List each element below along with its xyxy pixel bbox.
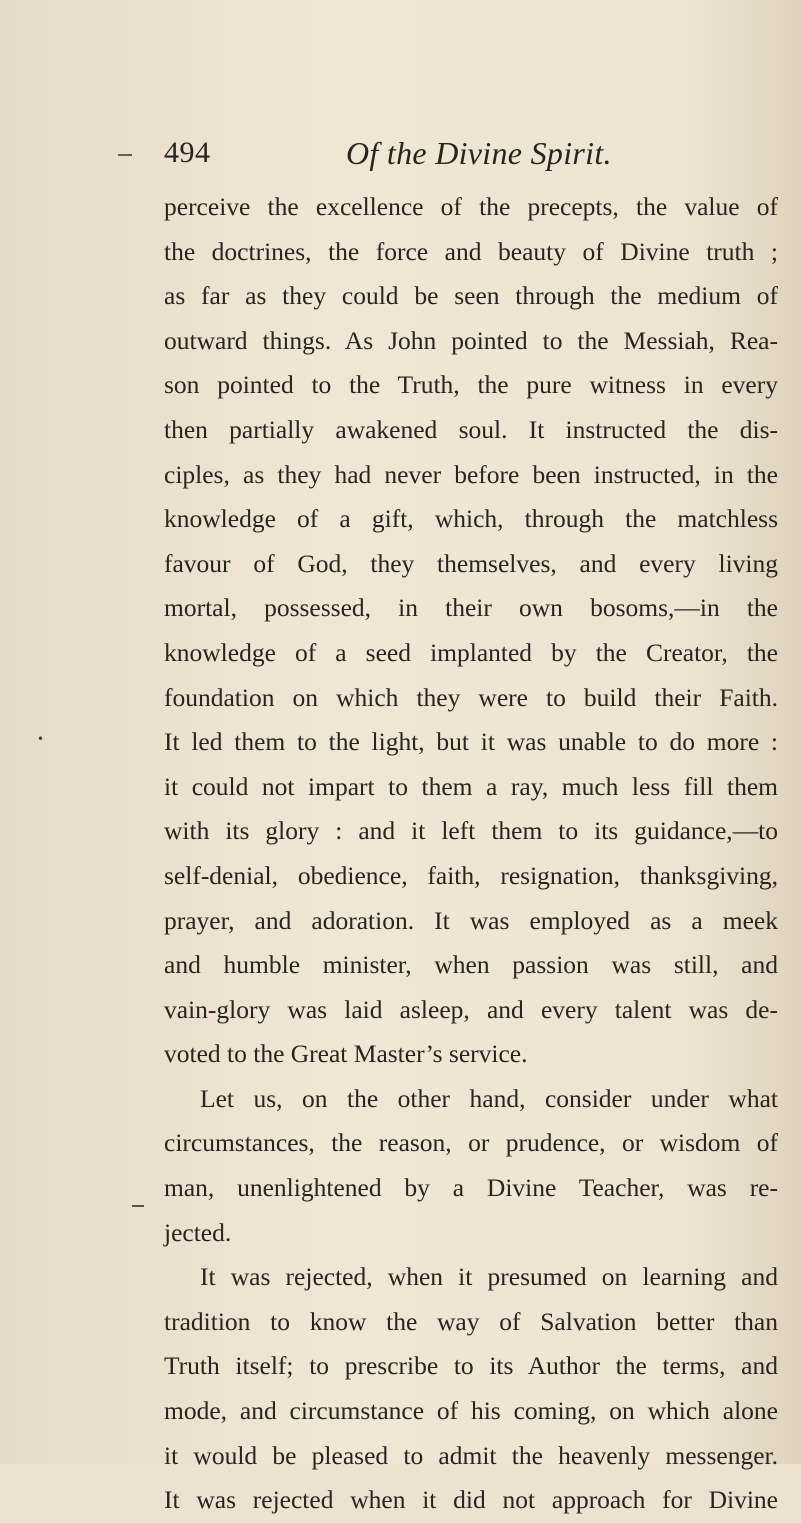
text-line: self-denial, obedience, faith, resignation, thanksgiving, [164,860,778,890]
text-line: Truth itself; to prescribe to its Author the terms, and [164,1351,778,1381]
text-line: ciples, as they had never before been instructed, in the [164,459,778,489]
text-line: son pointed to the Truth, the pure witness in every [164,370,778,400]
text-line: mortal, possessed, in their own bosoms,—in the [164,593,778,623]
text-line: it would be pleased to admit the heavenly messenger. [164,1440,778,1470]
margin-speck: • [38,732,43,747]
text-line: favour of God, they themselves, and every living [164,548,778,578]
text-line: then partially awakened soul. It instructed the dis- [164,414,778,444]
text-line-paragraph-start: It was rejected, when it presumed on learning and [200,1262,778,1292]
text-line: foundation on which they were to build their Faith. [164,682,778,712]
page-number: 494 [164,136,211,169]
text-line: knowledge of a gift, which, through the matchless [164,504,778,534]
text-line: as far as they could be seen through the medium of [164,281,778,311]
body-text [164,185,778,1523]
text-line: perceive the excellence of the precepts, the value of [164,192,778,221]
text-line: man, unenlightened by a Divine Teacher, was re- [164,1173,778,1203]
text-line: vain-glory was laid asleep, and every talent was de- [164,994,778,1024]
text-line: outward things. As John pointed to the Messiah, Rea- [164,325,778,355]
text-line-paragraph-start: Let us, on the other hand, consider under what [200,1083,778,1113]
text-line: with its glory : and it left them to its guidance,—to [164,816,778,846]
margin-dash [132,1205,144,1207]
text-line: the doctrines, the force and beauty of Divine truth ; [164,236,778,266]
page-header [164,128,764,178]
text-line-paragraph-end: jected. [164,1217,232,1247]
running-head: Of the Divine Spirit. [346,135,612,171]
text-line: It led them to the light, but it was unable to do more : [164,727,778,757]
text-line: it could not impart to them a ray, much less fill them [164,771,778,801]
text-line: knowledge of a seed implanted by the Creator, the [164,637,778,667]
text-line-paragraph-end: voted to the Great Master’s service. [164,1039,528,1069]
text-line: prayer, and adoration. It was employed as a meek [164,905,778,935]
text-line: and humble minister, when passion was still, and [164,950,778,980]
margin-dash-top [118,154,132,156]
text-line: tradition to know the way of Salvation better than [164,1306,778,1336]
text-line: circumstances, the reason, or prudence, or wisdom of [164,1128,778,1158]
text-line: It was rejected when it did not approach for Divine [164,1485,778,1515]
text-line: mode, and circumstance of his coming, on which alone [164,1396,778,1426]
